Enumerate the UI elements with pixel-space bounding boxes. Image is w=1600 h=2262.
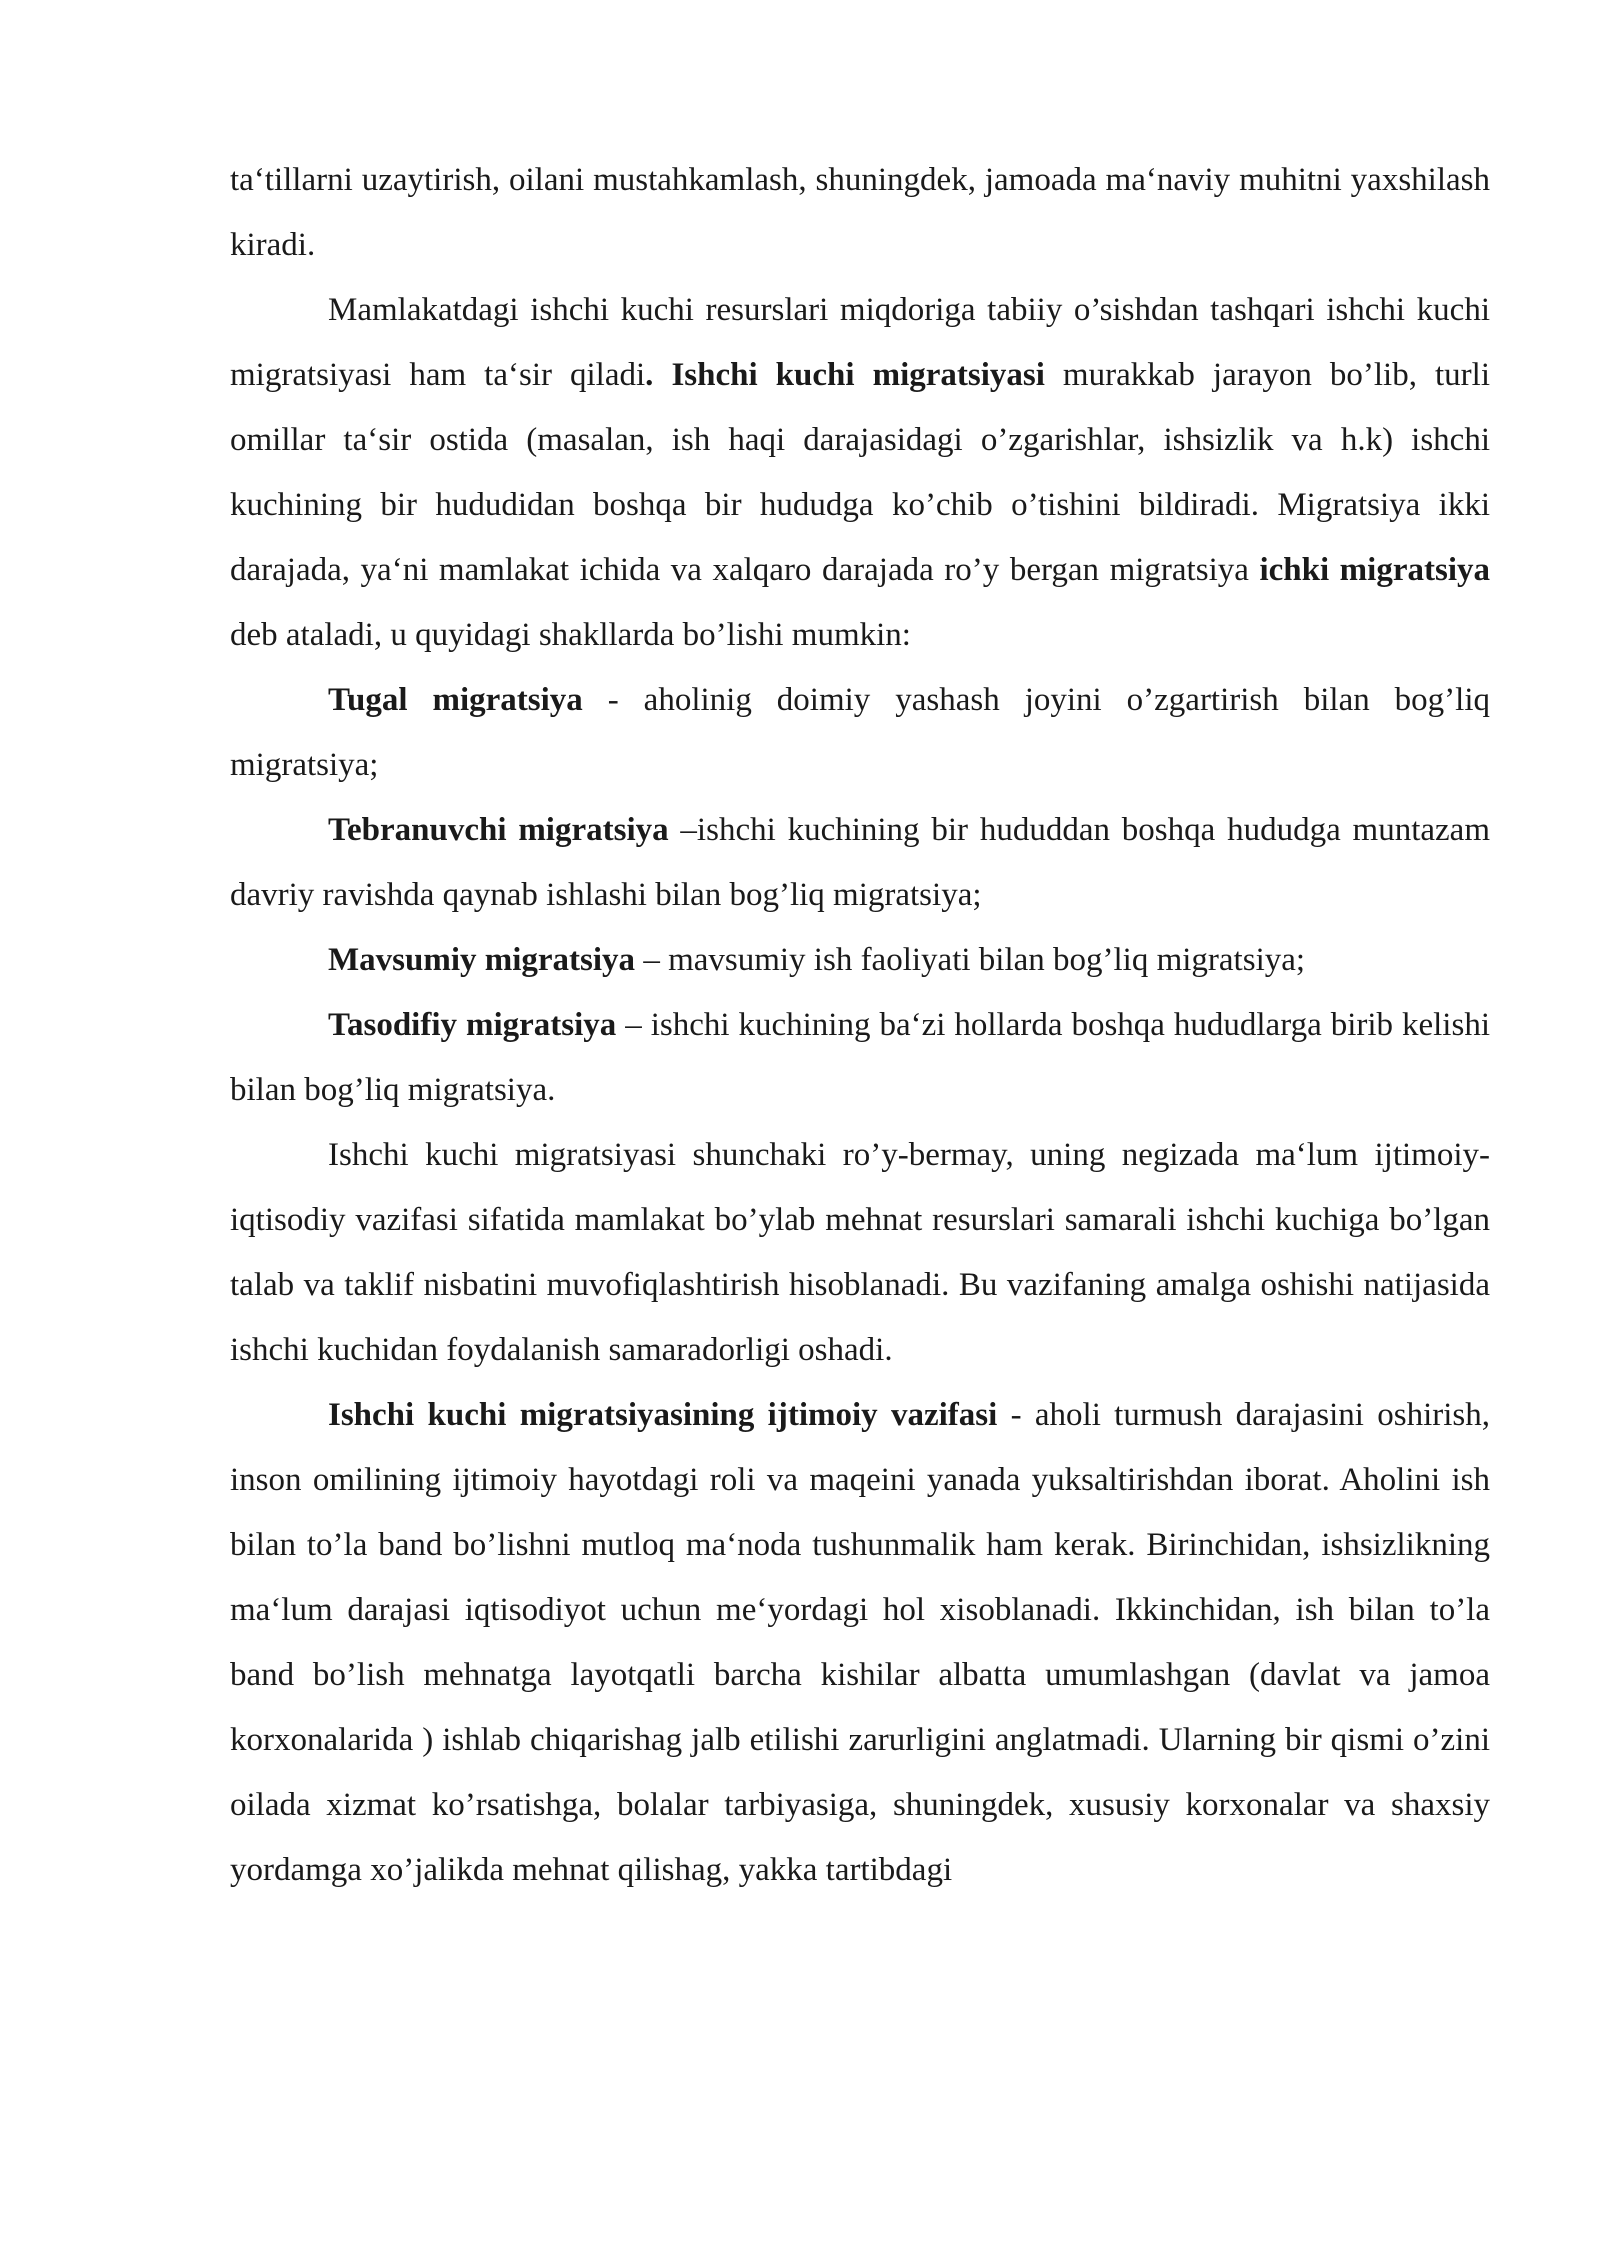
bold-term: Mavsumiy migratsiya [328, 942, 636, 978]
paragraph-8 [230, 1383, 1490, 1903]
paragraph-text: - aholi turmush darajasini oshirish, inson omilining ijtimoiy hayotdagi roli va maqeini yanada yuksaltirishdan iborat. Aholini ish bilan to’la band bo’lishni mutloq ma‘noda tushunmalik ham kerak. Birinchidan, ishsizlikning ma‘lum darajasi iqtisodiyot uchun me‘yordagi hol xisoblanadi. Ikkinchidan, ish bilan to’la band bo’lish mehnatga layotqatli barcha kishilar albatta umumlashgan (davlat va jamoa korxonalarida ) ishlab chiqarishag jalb etilishi zarurligini anglatmadi. Ularning bir qismi o’zini oilada xizmat ko’rsatishga, bolalar tarbiyasiga, shuningdek, xususiy korxonalar va shaxsiy yordamga xo’jalikda mehnat qilishag, yakka tartibdagi [230, 1397, 1490, 1888]
paragraph-text: - aholinig doimiy yashash joyini o’zgartirish bilan bog’liq migratsiya; [230, 682, 1490, 783]
paragraph-2 [230, 278, 1490, 668]
paragraph-text: – mavsumiy ish faoliyati bilan bog’liq migratsiya; [635, 942, 1306, 978]
bold-term: Tasodifiy migratsiya [328, 1007, 617, 1043]
paragraph-6 [230, 993, 1490, 1123]
bold-term: ichki migratsiya [1259, 552, 1490, 588]
paragraph-text: deb ataladi, u quyidagi shakllarda bo’lishi mumkin: [230, 617, 911, 653]
paragraph-4 [230, 798, 1490, 928]
paragraph-text: –ishchi kuchining bir hududdan boshqa hududga muntazam davriy ravishda qaynab ishlashi bilan bog’liq migratsiya; [230, 812, 1490, 913]
paragraph-7 [230, 1123, 1490, 1383]
paragraph-text: ta‘tillarni uzaytirish, oilani mustahkamlash, shuningdek, jamoada ma‘naviy muhitni yaxshilash kiradi. [230, 162, 1490, 263]
paragraph-3 [230, 668, 1490, 798]
paragraph-5 [230, 928, 1490, 993]
paragraph-text: Ishchi kuchi migratsiyasi shunchaki ro’y-bermay, uning negizada ma‘lum ijtimoiy-iqtisodiy vazifasi sifatida mamlakat bo’ylab mehnat resurslari samarali ishchi kuchiga bo’lgan talab va taklif nisbatini muvofiqlashtirish hisoblanadi. Bu vazifaning amalga oshishi natijasida ishchi kuchidan foydalanish samaradorligi oshadi. [230, 1137, 1490, 1368]
bold-term: Ishchi kuchi migratsiyasining ijtimoiy vazifasi [328, 1397, 998, 1433]
paragraph-text: Mamlakatdagi ishchi kuchi resurslari miqdoriga tabiiy o’sishdan tashqari ishchi kuchi migratsiyasi ham ta‘sir qiladi [230, 292, 1490, 393]
paragraph-text: – ishchi kuchining ba‘zi hollarda boshqa hududlarga birib kelishi bilan bog’liq migratsiya. [230, 1007, 1490, 1108]
paragraph-text: murakkab jarayon bo’lib, turli omillar ta‘sir ostida (masalan, ish haqi darajasidagi o’zgarishlar, ishsizlik va h.k) ishchi kuchining bir hududidan boshqa bir hududga ko’chib o’tishini bildiradi. Migratsiya ikki darajada, ya‘ni mamlakat ichida va xalqaro darajada ro’y bergan migratsiya [230, 357, 1490, 588]
paragraph-1 [230, 148, 1490, 278]
bold-term: Tugal migratsiya [328, 682, 583, 718]
bold-term: . Ishchi kuchi migratsiyasi [645, 357, 1045, 393]
bold-term: Tebranuvchi migratsiya [328, 812, 669, 848]
